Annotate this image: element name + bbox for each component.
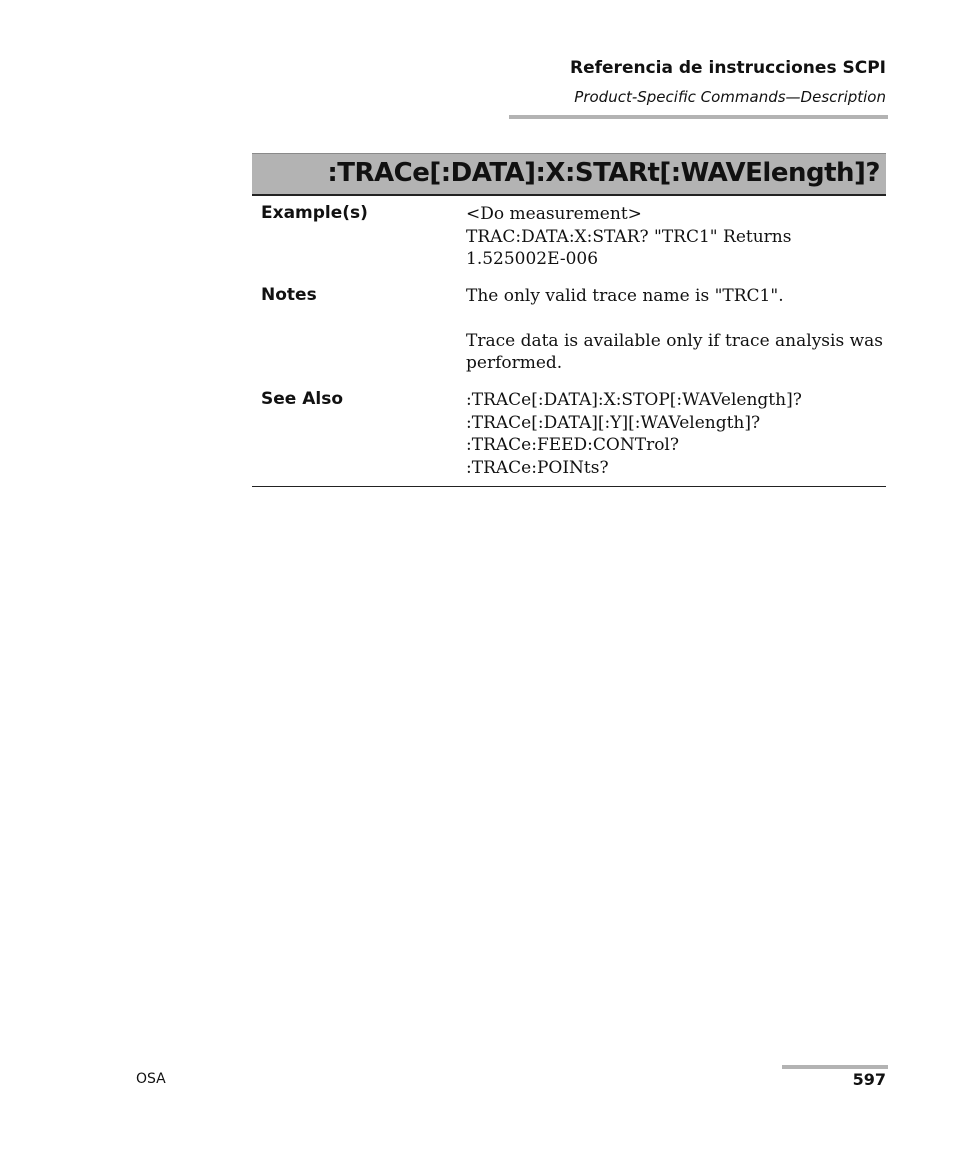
header-subtitle: Product-Specific Commands—Description (574, 88, 886, 106)
paragraph-gap (466, 308, 886, 330)
command-title: :TRACe[:DATA]:X:STARt[:WAVElength]? (327, 158, 880, 188)
notes-line: performed. (466, 353, 563, 374)
table-bottom-rule (252, 486, 886, 487)
examples-line: <Do measurement> (466, 204, 642, 224)
examples-label: Example(s) (261, 203, 368, 223)
examples-line: 1.525002E-006 (466, 249, 599, 270)
footer-rule (782, 1065, 888, 1069)
notes-label: Notes (261, 285, 317, 305)
notes-line: Trace data is available only if trace analysis was (466, 330, 884, 351)
see-also-label: See Also (261, 389, 344, 409)
command-title-bar (252, 153, 886, 196)
see-also-link: :TRACe[:DATA][:Y][:WAVelength]? (466, 412, 761, 433)
examples-line: TRAC:DATA:X:STAR? "TRC1" Returns (466, 226, 792, 247)
see-also-link: :TRACe:POINts? (466, 458, 609, 479)
footer-product: OSA (136, 1071, 166, 1087)
see-also-link: :TRACe:FEED:CONTrol? (466, 435, 679, 456)
page-number: 597 (852, 1070, 886, 1089)
notes-content (466, 285, 886, 375)
see-also-content (466, 389, 886, 480)
examples-content (466, 203, 886, 271)
see-also-link: :TRACe[:DATA]:X:STOP[:WAVelength]? (466, 390, 802, 410)
header-rule (509, 115, 888, 119)
notes-line: The only valid trace name is "TRC1". (466, 286, 784, 306)
header-title: Referencia de instrucciones SCPI (570, 58, 886, 78)
